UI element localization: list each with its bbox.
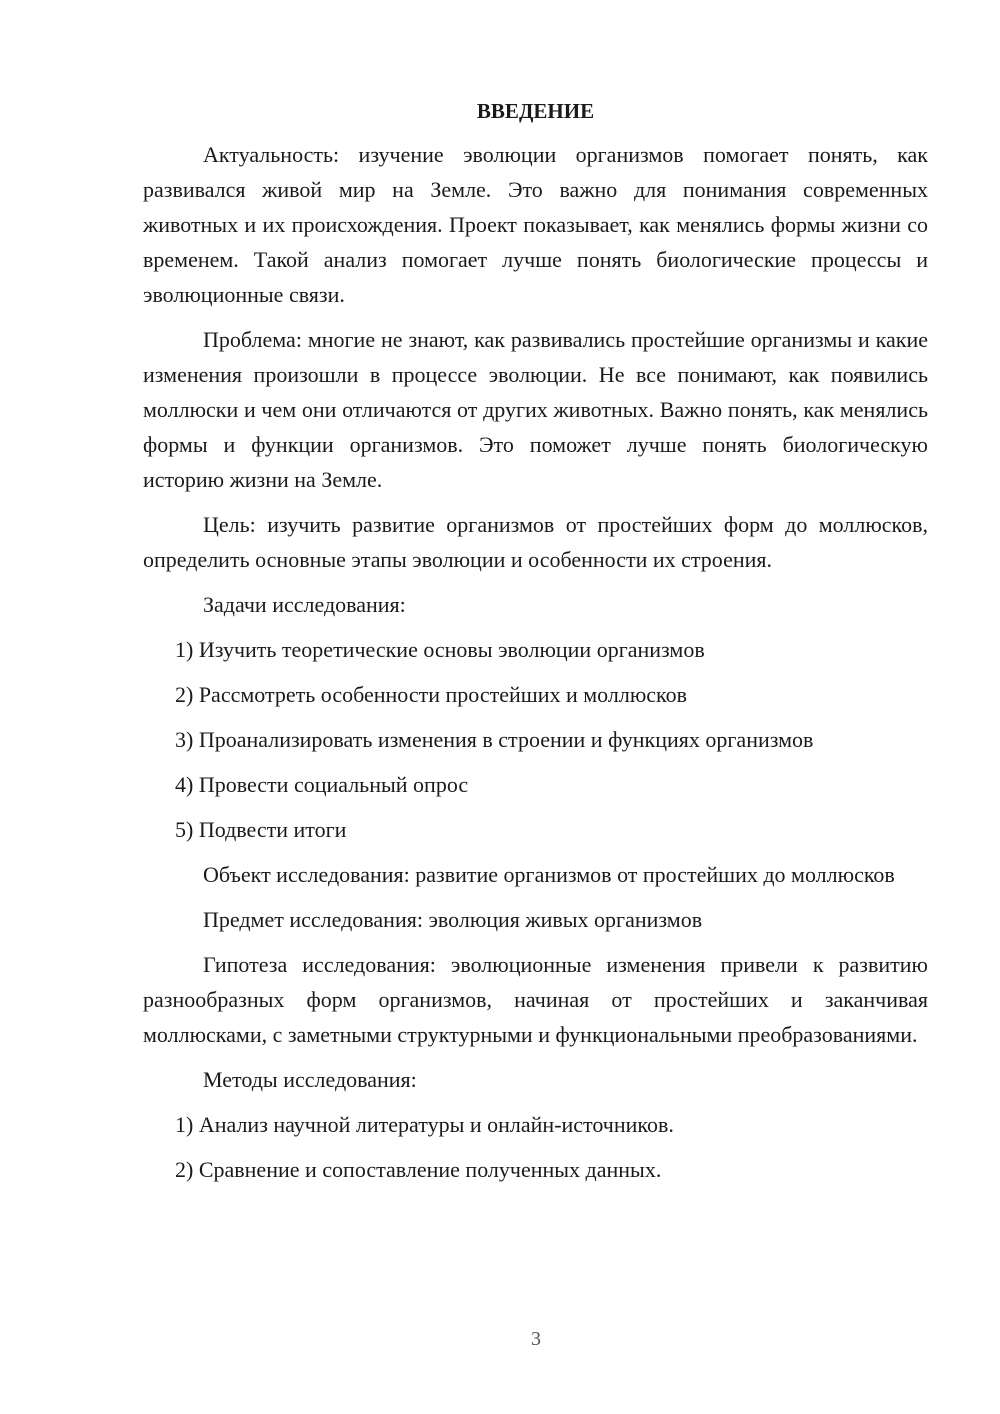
object-paragraph: Объект исследования: развитие организмов от простейших до моллюсков <box>203 862 895 887</box>
tasks-heading: Задачи исследования: <box>203 592 406 617</box>
methods-list <box>143 1107 928 1187</box>
method-item: 2) Сравнение и сопоставление полученных данных. <box>175 1157 662 1182</box>
task-item: 5) Подвести итоги <box>175 817 347 842</box>
hypothesis-paragraph: Гипотеза исследования: эволюционные изменения привели к развитию разнообразных форм организмов, начиная от простейших и заканчивая моллюсками, с заметными структурными и функциональными преобразованиями. <box>143 952 928 1047</box>
page-title: ВВЕДЕНИЕ <box>476 99 595 123</box>
task-item: 1) Изучить теоретические основы эволюции организмов <box>175 637 705 662</box>
subject-paragraph: Предмет исследования: эволюция живых организмов <box>203 907 703 932</box>
task-item: 3) Проанализировать изменения в строении и функциях организмов <box>175 727 814 752</box>
task-item: 2) Рассмотреть особенности простейших и моллюсков <box>175 682 687 707</box>
goal-paragraph: Цель: изучить развитие организмов от простейших форм до моллюсков, определить основные этапы эволюции и особенности их строения. <box>143 512 928 572</box>
tasks-list <box>143 632 928 847</box>
task-item: 4) Провести социальный опрос <box>175 772 469 797</box>
method-item: 1) Анализ научной литературы и онлайн-источников. <box>175 1112 674 1137</box>
page-number: 3 <box>531 1328 541 1350</box>
problem-paragraph: Проблема: многие не знают, как развивались простейшие организмы и какие изменения произошли в процессе эволюции. Не все понимают, как появились моллюски и чем они отличаются от других животных. Важно понять, как менялись формы и функции организмов. Это поможет лучше понять биологическую историю жизни на Земле. <box>143 327 928 492</box>
relevance-paragraph: Актуальность: изучение эволюции организмов помогает понять, как развивался живой мир на Земле. Это важно для понимания современных животных и их происхождения. Проект показывает, как менялись формы жизни со временем. Такой анализ помогает лучше понять биологические процессы и эволюционные связи. <box>143 142 928 307</box>
document-page <box>143 96 928 1197</box>
methods-heading: Методы исследования: <box>203 1067 417 1092</box>
